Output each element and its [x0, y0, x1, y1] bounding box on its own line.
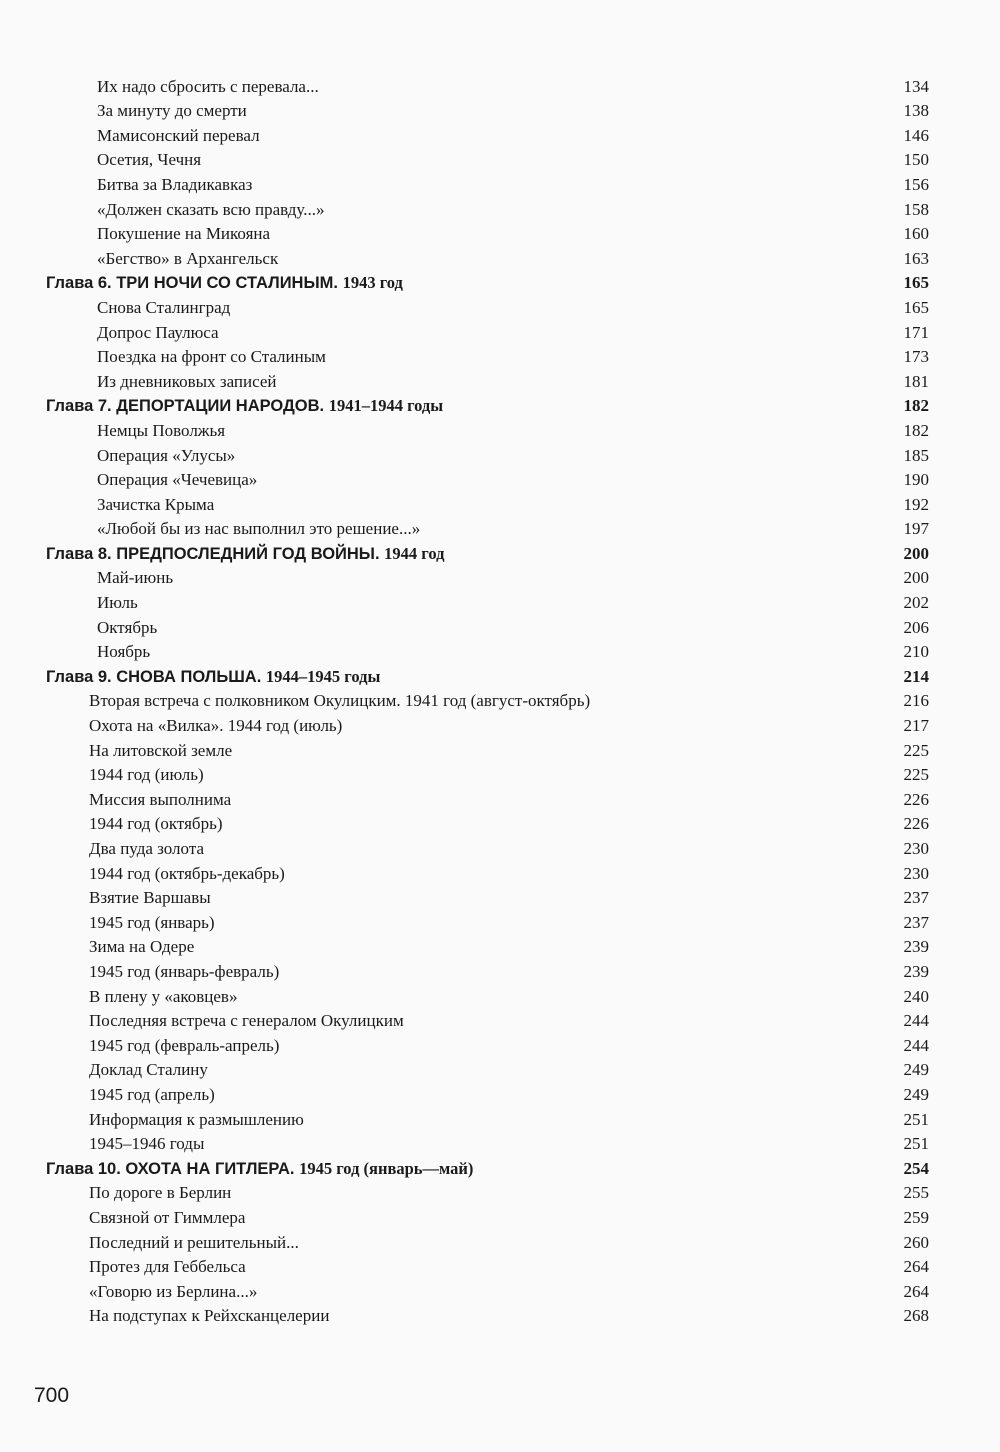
toc-entry-title: Операция «Улусы»	[97, 445, 236, 465]
toc-entry-title: Поездка на фронт со Сталиным	[97, 347, 326, 367]
toc-section-entry	[0, 884, 1000, 909]
toc-section-entry	[0, 515, 1000, 540]
dot-leader	[219, 1085, 883, 1105]
toc-entry-title: 1944 год (октябрь)	[89, 814, 223, 834]
toc-entry-title: Миссия выполнима	[89, 789, 232, 809]
toc-entry-title: Немцы Поволжья	[97, 420, 226, 440]
dot-leader	[239, 446, 883, 466]
toc-entry-title: Снова Сталинград	[97, 297, 231, 317]
dot-leader	[219, 913, 883, 933]
toc-section-entry	[0, 908, 1000, 933]
dot-leader	[205, 150, 883, 170]
toc-section-entry	[0, 613, 1000, 638]
toc-page-number: 134	[903, 76, 929, 96]
toc-chapter-entry	[0, 269, 1000, 294]
toc-section-entry	[0, 834, 1000, 859]
toc-section-entry	[0, 318, 1000, 343]
toc-section-entry	[0, 121, 1000, 146]
toc-page-number: 264	[903, 1281, 929, 1301]
toc-section-entry	[0, 343, 1000, 368]
chapter-years: 1941–1944 годы	[328, 396, 444, 416]
toc-entry-title: 1945 год (февраль-апрель)	[89, 1035, 280, 1055]
chapter-title: Глава 9. СНОВА ПОЛЬША.	[46, 667, 262, 686]
dot-leader	[177, 568, 883, 588]
dot-leader	[261, 470, 883, 490]
toc-entry-title: Вторая встреча с полковником Окулицким. 1941 год (август-октябрь)	[89, 691, 591, 711]
toc-page-number: 171	[903, 322, 929, 342]
toc-section-entry	[0, 1253, 1000, 1278]
toc-page-number: 210	[903, 642, 929, 662]
toc-page-number: 202	[903, 593, 929, 613]
toc-entry-title: «Должен сказать всю правду...»	[97, 199, 325, 219]
toc-entry-title: Взятие Варшавы	[89, 888, 211, 908]
toc-entry-title: Последняя встреча с генералом Окулицким	[89, 1011, 404, 1031]
toc-section-entry	[0, 711, 1000, 736]
toc-section-entry	[0, 367, 1000, 392]
toc-page-number: 254	[903, 1158, 929, 1178]
toc-page-number: 200	[903, 568, 929, 588]
toc-page-number: 249	[903, 1060, 929, 1080]
toc-page-number: 217	[903, 716, 929, 736]
dot-leader	[223, 323, 883, 343]
chapter-title: Глава 6. ТРИ НОЧИ СО СТАЛИНЫМ.	[46, 274, 338, 293]
toc-section-entry	[0, 416, 1000, 441]
toc-entry-title	[46, 1159, 477, 1179]
toc-page-number: 230	[903, 839, 929, 858]
chapter-years: 1945 год (январь—май)	[299, 1158, 474, 1178]
toc-entry-title: «Любой бы из нас выполнил это решение...»	[97, 519, 421, 539]
toc-page-number: 165	[903, 297, 929, 317]
toc-section-entry	[0, 588, 1000, 613]
toc-entry-title: В плену у «аковцев»	[89, 986, 238, 1006]
toc-section-entry	[0, 1203, 1000, 1228]
toc-chapter-entry	[0, 539, 1000, 564]
toc-page-number: 237	[903, 888, 929, 908]
dot-leader	[323, 77, 883, 97]
toc-page-number: 165	[903, 273, 929, 293]
dot-leader	[594, 691, 883, 711]
toc-page-number: 240	[903, 986, 929, 1006]
dot-leader	[212, 1060, 883, 1080]
toc-entry-title: Их надо сбросить с перевала...	[97, 76, 319, 96]
toc-section-entry	[0, 1080, 1000, 1105]
chapter-years: 1944 год	[384, 543, 445, 563]
toc-section-entry	[0, 1277, 1000, 1302]
dot-leader	[408, 1011, 883, 1031]
toc-entry-title: По дороге в Берлин	[89, 1183, 232, 1203]
toc-page-number: 197	[903, 519, 929, 539]
toc-page-number: 259	[903, 1207, 929, 1227]
toc-entry-title: На литовской земле	[89, 740, 233, 760]
dot-leader	[208, 765, 883, 785]
dot-leader	[154, 642, 883, 662]
toc-section-entry	[0, 859, 1000, 884]
dot-leader	[346, 716, 883, 736]
dot-leader	[448, 544, 883, 564]
dot-leader	[330, 347, 883, 367]
dot-leader	[198, 937, 883, 957]
toc-entry-title: 1944 год (октябрь-декабрь)	[89, 863, 285, 883]
toc-page-number: 251	[903, 1134, 929, 1154]
toc-page-number: 239	[903, 937, 929, 957]
dot-leader	[308, 1110, 883, 1130]
toc-page-number: 158	[903, 199, 929, 219]
dot-leader	[424, 519, 883, 539]
dot-leader	[250, 1257, 883, 1277]
toc-page-number: 230	[903, 863, 929, 883]
toc-page-number: 182	[903, 396, 929, 416]
toc-entry-title: Мамисонский перевал	[97, 125, 260, 145]
toc-page-number: 192	[903, 494, 929, 514]
chapter-title: Глава 7. ДЕПОРТАЦИИ НАРОДОВ.	[46, 397, 325, 416]
dot-leader	[208, 839, 883, 859]
toc-page-number: 249	[903, 1084, 929, 1104]
dot-leader	[241, 987, 883, 1007]
toc-section-entry	[0, 687, 1000, 712]
toc-page-number: 264	[903, 1257, 929, 1277]
dot-leader	[251, 101, 883, 121]
dot-leader	[289, 864, 883, 884]
toc-page-number: 268	[903, 1306, 929, 1326]
toc-section-entry	[0, 982, 1000, 1007]
toc-page-number: 146	[903, 125, 929, 145]
dot-leader	[215, 888, 883, 908]
toc-entry-title	[46, 396, 447, 416]
toc-entry-title: Два пуда золота	[89, 839, 204, 858]
toc-section-entry	[0, 761, 1000, 786]
dot-leader	[249, 1208, 883, 1228]
toc-page-number: 181	[903, 371, 929, 391]
toc-page-number: 251	[903, 1109, 929, 1129]
toc-section-entry	[0, 293, 1000, 318]
toc-page-number: 200	[903, 543, 929, 563]
toc-section-entry	[0, 1302, 1000, 1327]
dot-leader	[447, 396, 883, 416]
toc-section-entry	[0, 810, 1000, 835]
dot-leader	[256, 175, 883, 195]
dot-leader	[218, 495, 883, 515]
dot-leader	[282, 249, 883, 269]
toc-page-number: 185	[903, 445, 929, 465]
toc-entry-title: На подступах к Рейхсканцелерии	[89, 1306, 330, 1326]
toc-page-number: 206	[903, 617, 929, 637]
toc-entry-title: За минуту до смерти	[97, 101, 247, 121]
toc-entry-title	[46, 273, 407, 293]
toc-chapter-entry	[0, 662, 1000, 687]
toc-page-number: 255	[903, 1183, 929, 1203]
toc-section-entry	[0, 1228, 1000, 1253]
toc-section-entry	[0, 244, 1000, 269]
dot-leader	[236, 741, 883, 761]
toc-page-number: 160	[903, 224, 929, 244]
toc-section-entry	[0, 638, 1000, 663]
toc-entry-title: 1945–1946 годы	[89, 1134, 205, 1154]
toc-entry-title: Информация к размышлению	[89, 1109, 304, 1129]
toc-section-entry	[0, 1130, 1000, 1155]
toc-section-entry	[0, 1056, 1000, 1081]
dot-leader	[142, 593, 883, 613]
toc-page-number: 237	[903, 912, 929, 932]
toc-entry-title: Ноябрь	[97, 642, 151, 662]
toc-entry-title	[46, 544, 448, 564]
chapter-years: 1943 год	[342, 273, 403, 293]
dot-leader	[280, 372, 883, 392]
toc-entry-title: 1945 год (январь-февраль)	[89, 961, 280, 981]
toc-entry-title: Октябрь	[97, 617, 158, 637]
toc-section-entry	[0, 97, 1000, 122]
toc-entry-title: Допрос Паулюса	[97, 322, 219, 342]
dot-leader	[274, 224, 883, 244]
toc-section-entry	[0, 195, 1000, 220]
toc-section-entry	[0, 957, 1000, 982]
toc-entry-title: Связной от Гиммлера	[89, 1207, 246, 1227]
toc-entry-title: Из дневниковых записей	[97, 371, 277, 391]
dot-leader	[283, 1036, 883, 1056]
toc-chapter-entry	[0, 392, 1000, 417]
dot-leader	[328, 200, 883, 220]
dot-leader	[235, 790, 883, 810]
toc-section-entry	[0, 1105, 1000, 1130]
toc-page-number: 239	[903, 961, 929, 981]
toc-page-number: 225	[903, 740, 929, 760]
toc-page-number: 182	[903, 420, 929, 440]
dot-leader	[384, 667, 883, 687]
toc-page-number: 163	[903, 248, 929, 268]
dot-leader	[234, 298, 883, 318]
chapter-title: Глава 10. ОХОТА НА ГИТЛЕРА.	[46, 1159, 295, 1178]
toc-page-number: 216	[903, 691, 929, 711]
toc-entry-title: Покушение на Микояна	[97, 224, 271, 244]
toc-entry-title	[46, 667, 384, 687]
toc-entry-title: «Бегство» в Архангельск	[97, 248, 279, 268]
toc-page-number: 214	[903, 666, 929, 686]
chapter-title: Глава 8. ПРЕДПОСЛЕДНИЙ ГОД ВОЙНЫ.	[46, 544, 380, 563]
toc-entry-title: Осетия, Чечня	[97, 150, 202, 170]
toc-section-entry	[0, 490, 1000, 515]
toc-section-entry	[0, 146, 1000, 171]
toc-page-number: 226	[903, 789, 929, 809]
toc-entry-title: Битва за Владикавказ	[97, 174, 253, 194]
table-of-contents	[0, 72, 1000, 1326]
toc-entry-title: Протез для Геббельса	[89, 1257, 246, 1277]
toc-page-number: 244	[903, 1035, 929, 1055]
toc-entry-title: Операция «Чечевица»	[97, 470, 258, 490]
dot-leader	[227, 814, 884, 834]
dot-leader	[261, 1282, 883, 1302]
toc-section-entry	[0, 1007, 1000, 1032]
toc-section-entry	[0, 466, 1000, 491]
dot-leader	[235, 1183, 883, 1203]
toc-page-number: 138	[903, 101, 929, 121]
toc-section-entry	[0, 220, 1000, 245]
toc-section-entry	[0, 1031, 1000, 1056]
toc-section-entry	[0, 785, 1000, 810]
dot-leader	[407, 273, 883, 293]
toc-entry-title: 1945 год (январь)	[89, 912, 215, 932]
toc-page-number: 260	[903, 1232, 929, 1252]
toc-section-entry	[0, 1179, 1000, 1204]
toc-page-number: 150	[903, 150, 929, 170]
page-number: 700	[34, 1384, 70, 1407]
toc-entry-title: «Говорю из Берлина...»	[89, 1281, 258, 1301]
chapter-years: 1944–1945 годы	[265, 666, 381, 686]
toc-page-number: 190	[903, 470, 929, 490]
toc-entry-title: Июль	[97, 593, 138, 613]
dot-leader	[333, 1306, 883, 1326]
toc-entry-title: 1945 год (апрель)	[89, 1084, 215, 1104]
toc-page-number: 173	[903, 347, 929, 367]
toc-entry-title: Последний и решительный...	[89, 1232, 299, 1252]
toc-page-number: 226	[903, 814, 929, 834]
toc-entry-title: Май-июнь	[97, 568, 174, 588]
toc-entry-title: Охота на «Вилка». 1944 год (июль)	[89, 716, 343, 736]
dot-leader	[303, 1233, 883, 1253]
toc-chapter-entry	[0, 1154, 1000, 1179]
toc-page-number: 225	[903, 765, 929, 785]
toc-section-entry	[0, 72, 1000, 97]
dot-leader	[283, 962, 883, 982]
toc-section-entry	[0, 564, 1000, 589]
toc-page-number: 244	[903, 1011, 929, 1031]
toc-entry-title: Зачистка Крыма	[97, 494, 215, 514]
toc-section-entry	[0, 441, 1000, 466]
toc-section-entry	[0, 170, 1000, 195]
dot-leader	[264, 126, 883, 146]
dot-leader	[208, 1134, 883, 1154]
toc-section-entry	[0, 736, 1000, 761]
toc-section-entry	[0, 933, 1000, 958]
toc-entry-title: Зима на Одере	[89, 937, 195, 957]
toc-entry-title: 1944 год (июль)	[89, 765, 204, 785]
dot-leader	[229, 421, 883, 441]
dot-leader	[161, 618, 883, 638]
toc-entry-title: Доклад Сталину	[89, 1060, 208, 1080]
dot-leader	[477, 1159, 883, 1179]
toc-page-number: 156	[903, 174, 929, 194]
